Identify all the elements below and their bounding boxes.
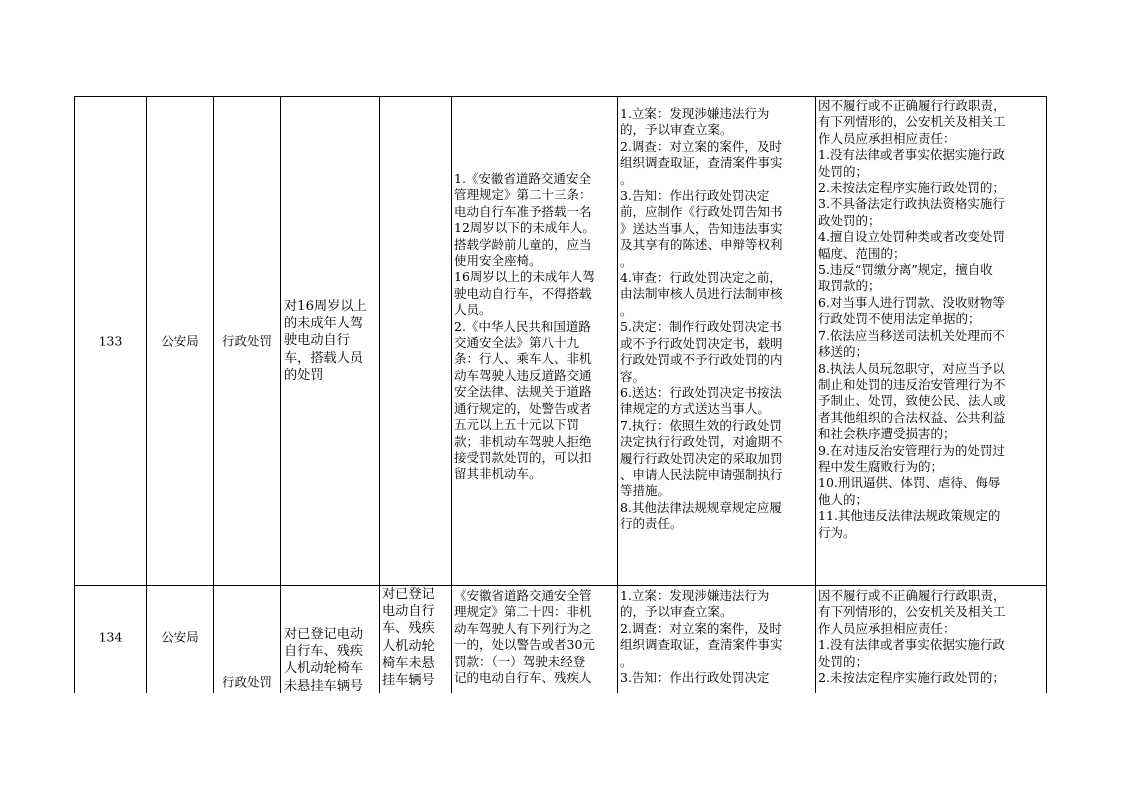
department: 公安局 <box>161 629 199 645</box>
row-number: 133 <box>98 333 123 349</box>
cell-category <box>214 97 281 585</box>
cell-process <box>618 97 816 585</box>
cell-department <box>147 97 214 585</box>
legal-basis: 1.《安徽省道路交通安全 管理规定》第二十三条： 电动自行车准予搭载一名 12周岁以下的未成年人。 搭载学龄前儿童的，应当 使用安全座椅。 16周岁以上的未成年人驾 驶电动自行车，不得搭载 人员。 2.《中华人民共和国道路 交通安全法》第八十九 条：行人、乘车人、非机 动车驾驶人违反道路交通 安全法律、法规关于道路 通行规定的，处警告或者 五元以上五十元以下罚 款；非机动车驾驶人拒绝 接受罚款处罚的，可以扣 留其非机动车。 <box>454 171 595 482</box>
cell-subitem <box>380 97 452 585</box>
power-item: 对已登记电动 自行车、残疾 人机动轮椅车 未悬挂车辆号 <box>284 627 364 693</box>
table-row <box>75 586 1047 693</box>
row-number: 134 <box>98 629 123 645</box>
cell-process <box>618 586 816 693</box>
power-category: 行政处罚 <box>221 333 272 349</box>
liability-matters: 因不履行或不正确履行行政职责， 有下列情形的，公安机关及相关工 作人员应承担相应责任： 1.没有法律或者事实依据实施行政 处罚的； 2.未按法定程序实施行政处罚的； <box>818 588 1006 686</box>
cell-liability <box>816 586 1047 693</box>
cell-item <box>281 97 380 585</box>
legal-basis: 《安徽省道路交通安全管 理规定》第二十四：非机 动车驾驶人有下列行为之 一的，处以警告或者30元 罚款：（一）驾驶未经登 记的电动自行车、残疾人 <box>454 588 595 686</box>
cell-liability <box>816 97 1047 585</box>
cell-basis <box>452 586 618 693</box>
cell-number <box>75 586 147 693</box>
department: 公安局 <box>161 333 199 349</box>
responsibility-process: 1.立案：发现涉嫌违法行为 的，予以审查立案。 2.调查：对立案的案件，及时 组织调查取证，查清案件事实 。 3.告知：作出行政处罚决定 <box>620 588 783 686</box>
cell-item <box>281 586 380 693</box>
responsibility-process: 1.立案：发现涉嫌违法行为 的，予以审查立案。 2.调查：对立案的案件，及时 组织调查取证，查清案件事实 。 3.告知：作出行政处罚决定 前，应制作《行政处罚告知书 》送达当事人，告知违法事实 及其享有的陈述、申辩等权利 。 4.审查：行政处罚决定之前， 由法制审核人员进行法制审核 。 5.决定：制作行政处罚决定书 或不予行政处罚决定书，载明 行政处罚或不予行政处罚的内 容。 6.送达：行政处罚决定书按法 律规定的方式送达当事人。 7.执行：依照生效的行政处罚 决定执行行政处罚，对逾期不 履行行政处罚决定的采取加罚 、申请人民法院申请强制执行 等措施。 8.其他法律法规规章规定应履 行的责任。 <box>620 106 783 532</box>
cell-department <box>147 586 214 693</box>
sub-item: 对已登记 电动自行 车、残疾 人机动轮 椅车未悬 挂车辆号 <box>382 587 435 689</box>
cell-category <box>214 586 281 693</box>
power-item: 对16周岁以上 的未成年人驾 驶电动自行 车，搭载人员 的处罚 <box>284 298 367 383</box>
power-category: 行政处罚 <box>221 674 272 690</box>
cell-number <box>75 97 147 585</box>
responsibility-table <box>74 96 1047 693</box>
liability-matters: 因不履行或不正确履行行政职责， 有下列情形的，公安机关及相关工 作人员应承担相应责任： 1.没有法律或者事实依据实施行政 处罚的； 2.未按法定程序实施行政处罚的； 3.不具备法定行政执法资格实施行 政处罚的； 4.擅自设立处罚种类或者改变处罚 幅度、范围的； 5.违反“罚缴分离”规定，擅自收 取罚款的； 6.对当事人进行罚款、没收财物等 行政处罚不使用法定单据的； 7.依法应当移送司法机关处理而不 移送的； 8.执法人员玩忽职守，对应当予以 制止和处罚的违反治安管理行为不 予制止、处罚，致使公民、法人或 者其他组织的合法权益、公共利益 和社会秩序遭受损害的； 9.在对违反治安管理行为的处罚过 程中发生腐败行为的； 10.刑讯逼供、体罚、虐待、侮辱 他人的； 11.其他违反法律法规政策规定的 行为。 <box>818 98 1006 540</box>
cell-subitem <box>380 586 452 693</box>
cell-basis <box>452 97 618 585</box>
table-row <box>75 97 1047 586</box>
